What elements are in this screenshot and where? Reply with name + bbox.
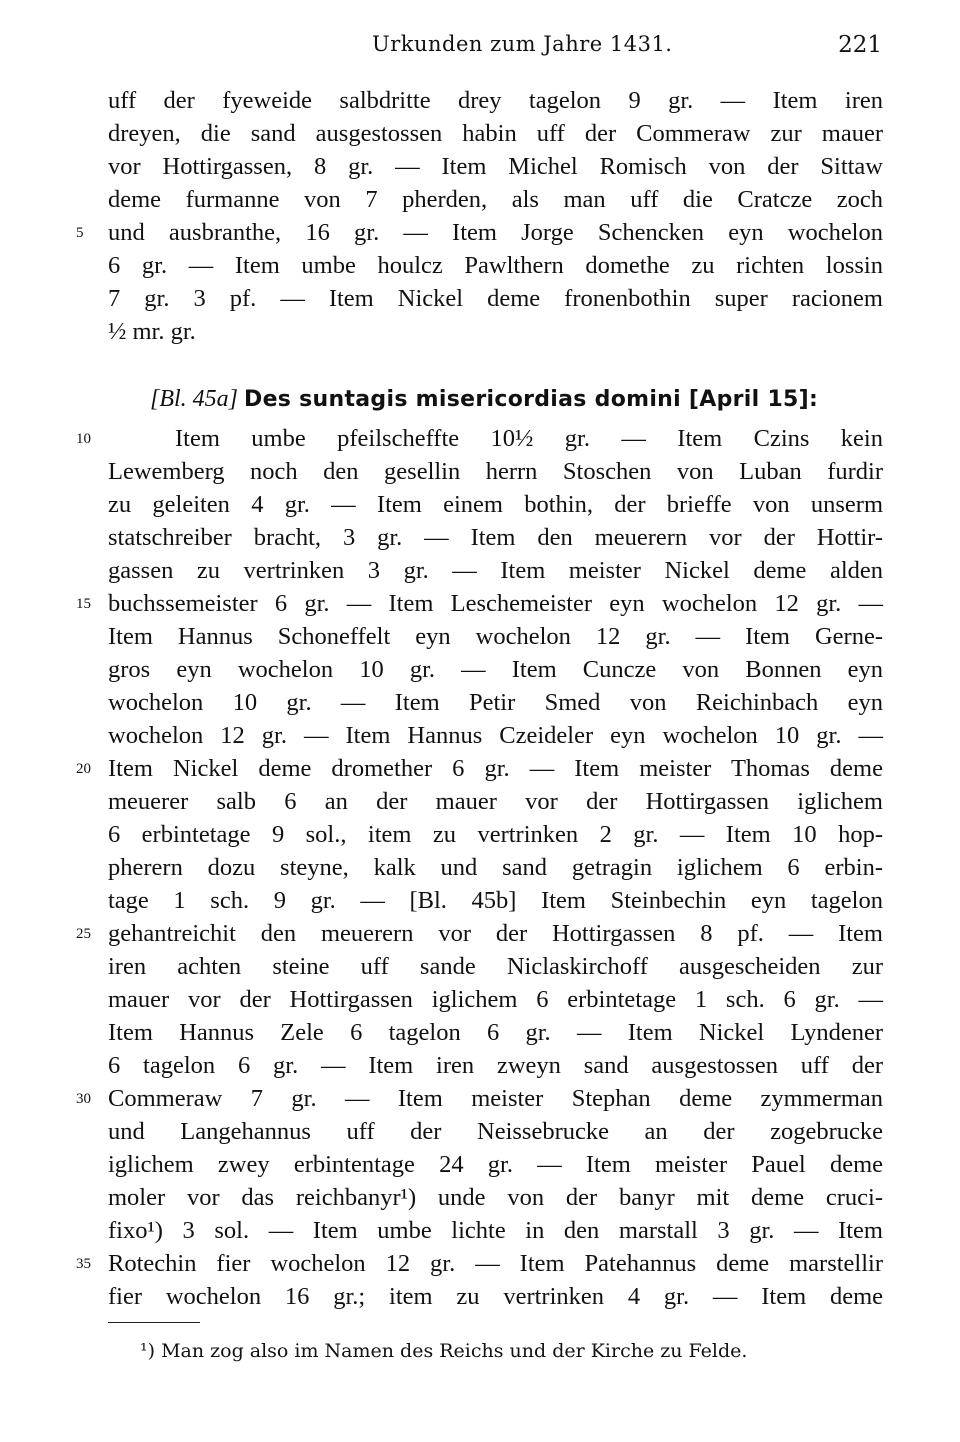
text-line: moler vor das reichbanyr¹) unde von der banyr mit deme cruci-: [108, 1184, 883, 1211]
text-line: vor Hottirgassen, 8 gr. — Item Michel Romisch von der Sittaw: [108, 153, 883, 180]
footnote-divider: [108, 1322, 200, 1323]
text-line: buchssemeister 6 gr. — Item Leschemeister eyn wochelon 12 gr. —: [108, 590, 883, 617]
text-line: Item Hannus Zele 6 tagelon 6 gr. — Item Nickel Lyndener: [108, 1019, 883, 1046]
line-number: 20: [76, 761, 91, 777]
text-line: 7 gr. 3 pf. — Item Nickel deme fronenbothin super racionem: [108, 285, 883, 312]
text-line: und ausbranthe, 16 gr. — Item Jorge Schencken eyn wochelon: [108, 219, 883, 246]
text-line: meuerer salb 6 an der mauer vor der Hottirgassen iglichem: [108, 788, 883, 815]
text-line: wochelon 10 gr. — Item Petir Smed von Reichinbach eyn: [108, 689, 883, 716]
line-number: 5: [76, 225, 84, 241]
line-number: 30: [76, 1091, 91, 1107]
text-line: zu geleiten 4 gr. — Item einem bothin, der brieffe von unserm: [108, 491, 883, 518]
text-line: statschreiber bracht, 3 gr. — Item den meuerern vor der Hottir-: [108, 524, 883, 551]
text-line: und Langehannus uff der Neissebrucke an der zogebrucke: [108, 1118, 883, 1145]
text-line: fixo¹) 3 sol. — Item umbe lichte in den marstall 3 gr. — Item: [108, 1217, 883, 1244]
heading-text: Des suntagis misericordias domini [April 15]:: [244, 387, 819, 412]
text-line: wochelon 12 gr. — Item Hannus Czeideler eyn wochelon 10 gr. —: [108, 722, 883, 749]
text-line: dreyen, die sand ausgestossen habin uff der Commeraw zur mauer: [108, 120, 883, 147]
text-line: uff der fyeweide salbdritte drey tagelon 9 gr. — Item iren: [108, 87, 883, 114]
line-number: 10: [76, 431, 91, 447]
line-number: 35: [76, 1256, 91, 1272]
folio-reference: [Bl. 45a]: [150, 386, 239, 412]
text-line: Item Hannus Schoneffelt eyn wochelon 12 gr. — Item Gerne-: [108, 623, 883, 650]
text-line: gassen zu vertrinken 3 gr. — Item meister Nickel deme alden: [108, 557, 883, 584]
text-line: 6 erbintetage 9 sol., item zu vertrinken 2 gr. — Item 10 hop-: [108, 821, 883, 848]
footnote: ¹) Man zog also im Namen des Reichs und der Kirche zu Felde.: [140, 1340, 748, 1362]
text-line: fier wochelon 16 gr.; item zu vertrinken 4 gr. — Item deme: [108, 1283, 883, 1310]
text-line: Rotechin fier wochelon 12 gr. — Item Patehannus deme marstellir: [108, 1250, 883, 1277]
text-line: Item Nickel deme dromether 6 gr. — Item meister Thomas deme: [108, 755, 883, 782]
text-line: deme furmanne von 7 pherden, als man uff die Cratcze zoch: [108, 186, 883, 213]
text-line: Commeraw 7 gr. — Item meister Stephan deme zymmerman: [108, 1085, 883, 1112]
line-number: 25: [76, 926, 91, 942]
text-line: mauer vor der Hottirgassen iglichem 6 erbintetage 1 sch. 6 gr. —: [108, 986, 883, 1013]
page-number: 221: [838, 32, 882, 58]
text-line: Item umbe pfeilscheffte 10½ gr. — Item Czins kein: [175, 425, 883, 452]
text-line: Lewemberg noch den gesellin herrn Stoschen von Luban furdir: [108, 458, 883, 485]
text-line: 6 gr. — Item umbe houlcz Pawlthern domethe zu richten lossin: [108, 252, 883, 279]
running-title: Urkunden zum Jahre 1431.: [372, 32, 673, 56]
text-line: pherern dozu steyne, kalk und sand getragin iglichem 6 erbin-: [108, 854, 883, 881]
text-line: gehantreichit den meuerern vor der Hottirgassen 8 pf. — Item: [108, 920, 883, 947]
text-line: 6 tagelon 6 gr. — Item iren zweyn sand ausgestossen uff der: [108, 1052, 883, 1079]
text-line: gros eyn wochelon 10 gr. — Item Cuncze von Bonnen eyn: [108, 656, 883, 683]
text-line: ½ mr. gr.: [108, 318, 196, 345]
section-heading: [150, 384, 883, 414]
text-line: iren achten steine uff sande Niclaskirchoff ausgescheiden zur: [108, 953, 883, 980]
text-line: tage 1 sch. 9 gr. — [Bl. 45b] Item Steinbechin eyn tagelon: [108, 887, 883, 914]
text-line: iglichem zwey erbintentage 24 gr. — Item meister Pauel deme: [108, 1151, 883, 1178]
line-number: 15: [76, 596, 91, 612]
